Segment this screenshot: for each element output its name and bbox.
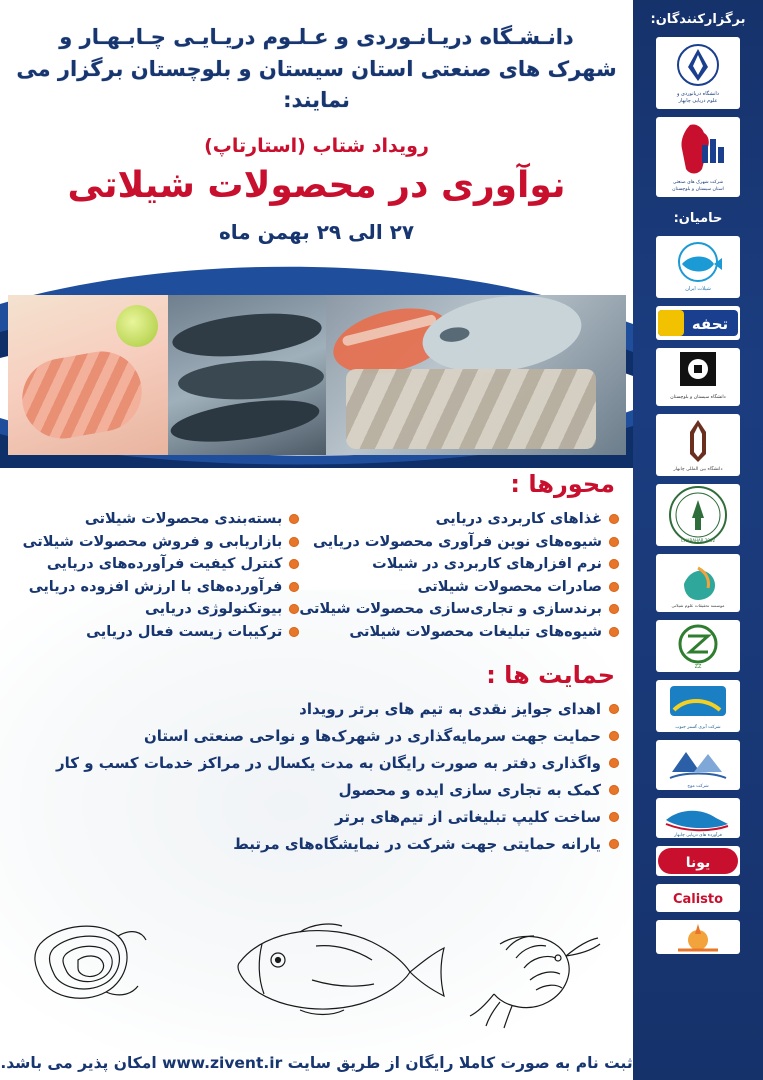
- yoona-logo: [656, 846, 740, 876]
- axis-item: [10, 625, 299, 640]
- bullet-icon: [289, 514, 299, 524]
- support-label: اهدای جوایز نقدی به تیم های برتر رویداد: [299, 700, 601, 718]
- svg-text:فرآورده های دریایی چابهار: فرآورده های دریایی چابهار: [674, 833, 722, 838]
- list-item: [10, 835, 619, 853]
- چابهار-maritime-university-logo: [656, 37, 740, 109]
- list-item: [10, 781, 619, 799]
- axis-item: [299, 535, 619, 550]
- list-item: [10, 808, 619, 826]
- axis-label: بازاریابی و فروش محصولات شیلاتی: [22, 533, 283, 550]
- south-fisheries-research-center-logo: [656, 554, 740, 612]
- sponsors-sidebar: [633, 0, 763, 1080]
- axis-label: غذاهای کاربردی دریایی: [435, 511, 602, 527]
- bullet-icon: [609, 785, 619, 795]
- photo-strip: [8, 295, 626, 455]
- svg-text:شرکت موج: شرکت موج: [687, 784, 709, 789]
- organizer-line-2: شهرک های صنعتی استان سیستان و بلوچستان برگزار می نمایند:: [16, 56, 617, 112]
- svg-text:Calisto: Calisto: [672, 892, 724, 907]
- list-item: [10, 727, 619, 745]
- svg-text:تحفه: تحفه: [691, 315, 729, 333]
- bullet-icon: [609, 514, 619, 524]
- list-item: [10, 754, 619, 772]
- bullet-icon: [609, 704, 619, 714]
- axis-item: [299, 625, 619, 640]
- daryaye-chabahar-logo: [656, 798, 740, 838]
- registration-note-left: امکان پذیر می باشد.: [0, 1054, 157, 1072]
- tuna-fish-photo: [168, 295, 326, 455]
- svg-text:شیلات ایران: شیلات ایران: [685, 286, 711, 292]
- organizers-label: برگزارکنندگان:: [650, 12, 746, 27]
- fisheries-organization-logo: [656, 236, 740, 298]
- axes-section-title: محورها :: [510, 470, 615, 498]
- bullet-icon: [609, 758, 619, 768]
- axes-columns: [0, 498, 633, 647]
- support-label: واگذاری دفتر به صورت رایگان به مدت یکسال در مراکز خدمات کسب و کار: [56, 754, 601, 772]
- supporters-label: حامیان:: [673, 211, 723, 226]
- svg-text:استان سیستان و بلوچستان: استان سیستان و بلوچستان: [672, 187, 724, 192]
- registration-note-right: ثبت نام به صورت کاملا رایگان از طریق سایت: [287, 1054, 633, 1072]
- svg-text:دانشگاه دریانوردی و: دانشگاه دریانوردی و: [676, 91, 720, 97]
- fresh-fish-and-shrimp-photo: [326, 295, 626, 455]
- axis-label: کنترل کیفیت فرآورده‌های دریایی: [46, 556, 283, 572]
- svg-text:شرکت شهرک های صنعتی: شرکت شهرک های صنعتی: [672, 180, 724, 185]
- axis-item: [10, 602, 299, 617]
- tahfe-logo: [656, 306, 740, 340]
- bullet-icon: [609, 537, 619, 547]
- bullet-icon: [289, 627, 299, 637]
- axis-item: [299, 512, 619, 527]
- bullet-icon: [289, 559, 299, 569]
- poster-header: [0, 0, 633, 270]
- sistan-baluchestan-university-logo: [656, 348, 740, 406]
- axis-item: [299, 580, 619, 595]
- bullet-icon: [289, 582, 299, 592]
- support-label: ساخت کلیپ تبلیغاتی از تیم‌های برتر: [335, 808, 601, 826]
- support-label: حمایت جهت سرمایه‌گذاری در شهرک‌ها و نواحی صنعتی استان: [143, 727, 601, 745]
- support-label: کمک به تجاری سازی ایده و محصول: [338, 781, 601, 799]
- axis-label: صادرات محصولات شیلاتی: [417, 578, 602, 595]
- axis-item: [10, 580, 299, 595]
- bullet-icon: [609, 627, 619, 637]
- svg-text:یونا: یونا: [685, 855, 711, 871]
- calisto-logo: [656, 884, 740, 912]
- bullet-icon: [609, 731, 619, 741]
- axis-item: [10, 535, 299, 550]
- industrial-estates-sistan-baluchestan-logo: [656, 117, 740, 197]
- supports-list: [0, 689, 633, 853]
- axis-item: [10, 512, 299, 527]
- svg-text:CHABAHAR 2002: CHABAHAR 2002: [681, 538, 715, 543]
- organizer-line-1: دانـشـگاه دریـانـوردی و عـلـوم دریـایـی چـابـهـار و: [59, 25, 574, 49]
- page-title: نوآوری در محصولات شیلاتی: [67, 164, 566, 206]
- registration-url[interactable]: www.zivent.ir: [162, 1054, 283, 1072]
- cooked-shrimp-with-lime-photo: [8, 295, 168, 455]
- axis-label: شیوه‌های تبلیغات محصولات شیلاتی: [349, 623, 602, 640]
- line-art-seafood-illustration: [0, 884, 633, 1034]
- sunrise-logo: [656, 920, 740, 954]
- svg-text:دانشگاه بین المللی چابهار: دانشگاه بین المللی چابهار: [673, 467, 723, 472]
- zz-company-logo: [656, 620, 740, 672]
- supports-section-title: حمایت ها :: [486, 661, 615, 689]
- svg-text:ZZ: ZZ: [694, 664, 702, 670]
- axis-label: فرآورده‌های با ارزش افزوده دریایی: [28, 578, 283, 595]
- mountain-wave-company-logo: [656, 740, 740, 790]
- event-kind: رویداد شتاب (استارتاپ): [204, 134, 429, 157]
- bullet-icon: [609, 582, 619, 592]
- jonoub-aquaculture-logo: [656, 680, 740, 732]
- bullet-icon: [609, 812, 619, 822]
- bullet-icon: [609, 559, 619, 569]
- axes-column-right: [10, 504, 299, 647]
- svg-text:شرکت آبزی گستر جنوب: شرکت آبزی گستر جنوب: [675, 725, 721, 730]
- chabahar-international-university-2002-logo: [656, 484, 740, 546]
- axis-item: [299, 557, 619, 572]
- support-label: یارانه حمایتی جهت شرکت در نمایشگاه‌های مرتبط: [233, 835, 601, 853]
- axis-label: بیوتکنولوژی دریایی: [145, 601, 283, 617]
- svg-text:دانشگاه سیستان و بلوچستان: دانشگاه سیستان و بلوچستان: [670, 395, 726, 400]
- bullet-icon: [289, 537, 299, 547]
- chabahar-maritime-university-seal: [656, 414, 740, 476]
- bullet-icon: [609, 604, 619, 614]
- list-item: [10, 700, 619, 718]
- svg-text:موسسه تحقیقات علوم شیلاتی: موسسه تحقیقات علوم شیلاتی: [671, 603, 725, 608]
- svg-text:علوم دریایی چابهار: علوم دریایی چابهار: [678, 98, 718, 104]
- axis-label: شیوه‌های نوین فرآوری محصولات دریایی: [313, 533, 602, 550]
- axis-item: [10, 557, 299, 572]
- poster-body: [0, 470, 633, 1080]
- bullet-icon: [609, 839, 619, 849]
- axis-label: ترکیبات زیست فعال دریایی: [86, 623, 283, 640]
- axis-item: [299, 602, 619, 617]
- event-date: ۲۷ الی ۲۹ بهمن ماه: [218, 219, 415, 244]
- axis-label: برندسازی و تجاری‌سازی محصولات شیلاتی: [299, 601, 602, 617]
- axis-label: بسته‌بندی محصولات شیلاتی: [84, 511, 283, 527]
- registration-note: [0, 1054, 633, 1072]
- bullet-icon: [289, 604, 299, 614]
- axes-column-left: [299, 504, 619, 647]
- axis-label: نرم افزارهای کاربردی در شیلات: [372, 556, 602, 572]
